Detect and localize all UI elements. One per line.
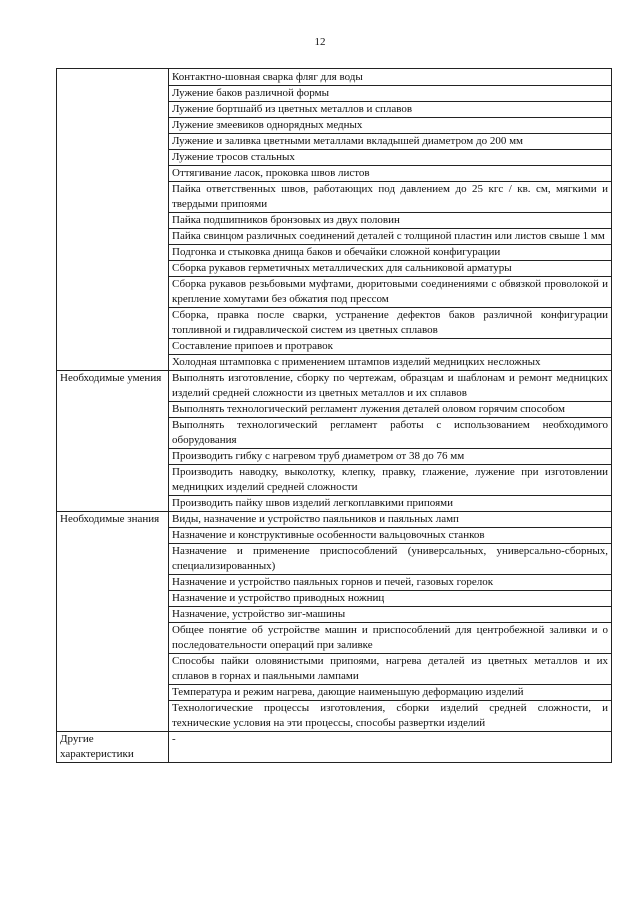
labor-actions-item: Сборка рукавов резьбовыми муфтами, дюритовыми соединениями с обвязкой проволокой и крепление хомутами без обжатия под прессом	[169, 277, 612, 308]
required-knowledge-item: Назначение и устройство паяльных горнов и печей, газовых горелок	[169, 575, 612, 591]
required-knowledge-item: Виды, назначение и устройство паяльников и паяльных ламп	[169, 512, 612, 528]
labor-actions-item: Лужение змеевиков однорядных медных	[169, 118, 612, 134]
required-skills-label: Необходимые умения	[57, 371, 169, 512]
labor-actions-item: Оттягивание ласок, проковка швов листов	[169, 166, 612, 182]
labor-actions-item: Лужение баков различной формы	[169, 86, 612, 102]
required-knowledge-label: Необходимые знания	[57, 512, 169, 732]
page-number: 12	[314, 36, 326, 48]
labor-actions-item: Холодная штамповка с применением штампов изделий медницких несложных	[169, 355, 612, 371]
labor-actions-item: Лужение тросов стальных	[169, 150, 612, 166]
labor-actions-item: Контактно-шовная сварка фляг для воды	[169, 69, 612, 86]
required-knowledge-item: Температура и режим нагрева, дающие наименьшую деформацию изделий	[169, 685, 612, 701]
required-knowledge-item: Общее понятие об устройстве машин и приспособлений для центробежной заливки и о последовательности операций при заливке	[169, 623, 612, 654]
other-characteristics-row	[57, 732, 612, 763]
required-skills-item: Выполнять технологический регламент работы с использованием необходимого оборудования	[169, 418, 612, 449]
labor-actions-row	[57, 69, 612, 86]
required-skills-row	[57, 371, 612, 402]
required-knowledge-item: Назначение, устройство зиг-машины	[169, 607, 612, 623]
required-skills-item: Выполнять технологический регламент лужения деталей оловом горячим способом	[169, 402, 612, 418]
required-skills-item: Производить пайку швов изделий легкоплавкими припоями	[169, 496, 612, 512]
labor-actions-item: Лужение бортшайб из цветных металлов и сплавов	[169, 102, 612, 118]
required-knowledge-item: Назначение и конструктивные особенности вальцовочных станков	[169, 528, 612, 544]
qualification-table	[56, 68, 612, 763]
other-characteristics-label: Другие характеристики	[57, 732, 169, 763]
required-skills-item: Выполнять изготовление, сборку по чертежам, образцам и шаблонам и ремонт медницких изделий средней сложности из цветных металлов и их сплавов	[169, 371, 612, 402]
required-skills-item: Производить наводку, выколотку, клепку, правку, глажение, лужение при изготовлении медницких изделий средней сложности	[169, 465, 612, 496]
labor-actions-item: Пайка ответственных швов, работающих под давлением до 25 кгс / кв. см, мягкими и твердыми припоями	[169, 182, 612, 213]
required-knowledge-item: Способы пайки оловянистыми припоями, нагрева деталей из цветных металлов и их сплавов в горнах и паяльными лампами	[169, 654, 612, 685]
required-knowledge-item: Технологические процессы изготовления, сборки изделий средней сложности, и технические условия на эти процессы, способы развертки изделий	[169, 701, 612, 732]
labor-actions-item: Сборка, правка после сварки, устранение дефектов баков различной конфигурации топливной и гидравлической систем из цветных сплавов	[169, 308, 612, 339]
required-knowledge-item: Назначение и применение приспособлений (универсальных, универсально-сборных, специализированных)	[169, 544, 612, 575]
required-knowledge-item: Назначение и устройство приводных ножниц	[169, 591, 612, 607]
labor-actions-item: Составление припоев и протравок	[169, 339, 612, 355]
labor-actions-item: Лужение и заливка цветными металлами вкладышей диаметром до 200 мм	[169, 134, 612, 150]
labor-actions-label	[57, 69, 169, 371]
other-characteristics-value: -	[169, 732, 612, 763]
required-skills-item: Производить гибку с нагревом труб диаметром от 38 до 76 мм	[169, 449, 612, 465]
labor-actions-item: Пайка подшипников бронзовых из двух половин	[169, 213, 612, 229]
labor-actions-item: Подгонка и стыковка днища баков и обечайки сложной конфигурации	[169, 245, 612, 261]
labor-actions-item: Пайка свинцом различных соединений деталей с толщиной пластин или листов свыше 1 мм	[169, 229, 612, 245]
labor-actions-item: Сборка рукавов герметичных металлических для сальниковой арматуры	[169, 261, 612, 277]
required-knowledge-row	[57, 512, 612, 528]
